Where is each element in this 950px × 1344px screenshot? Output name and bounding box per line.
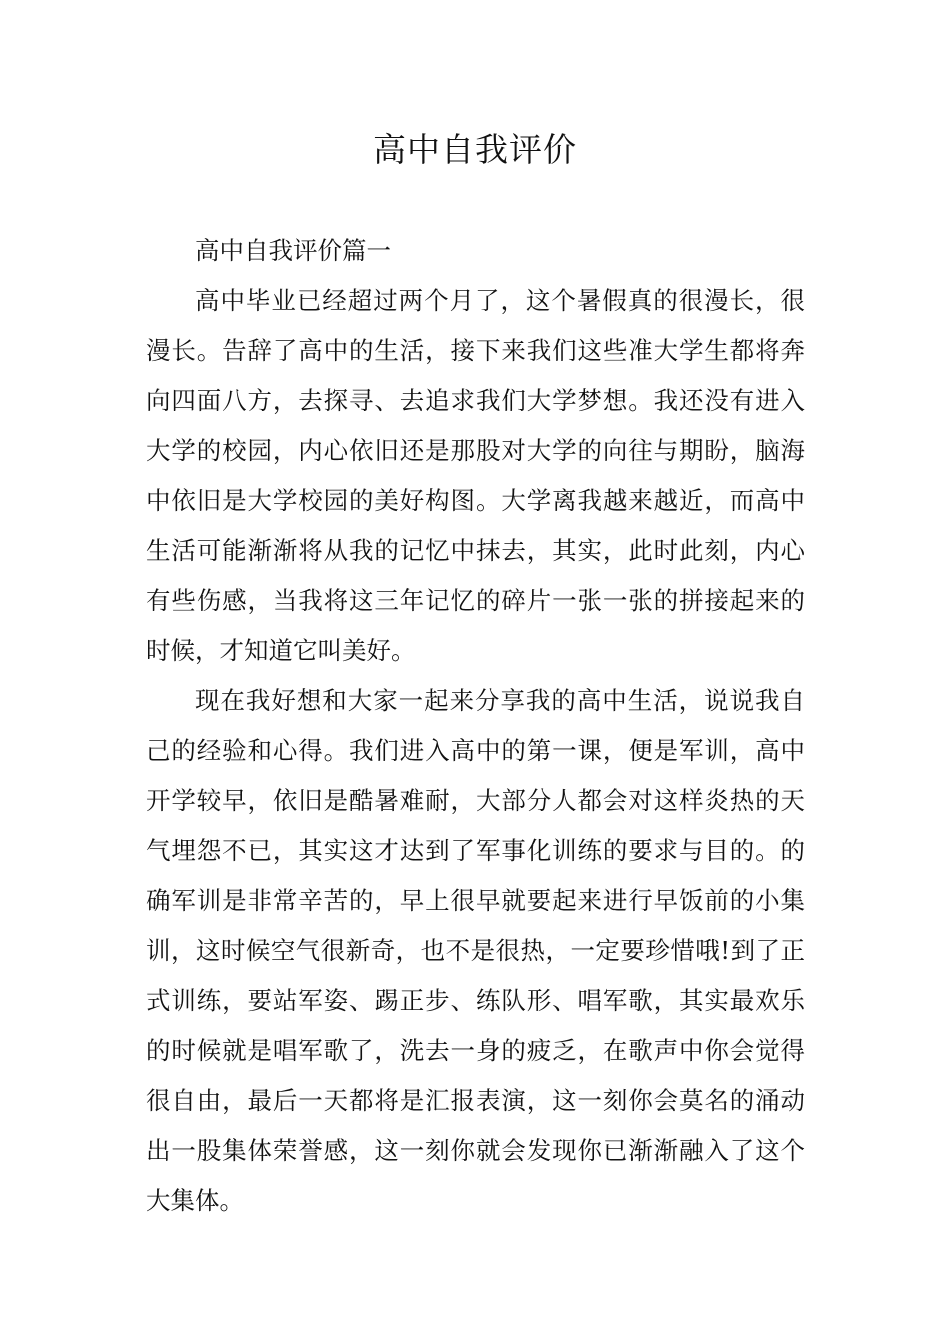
section-heading: 高中自我评价篇一 — [195, 236, 391, 265]
paragraph-1: 高中毕业已经超过两个月了，这个暑假真的很漫长，很漫长。告辞了高中的生活，接下来我们这些准大学生都将奔向四面八方，去探寻、去追求我们大学梦想。我还没有进入大学的校园，内心依旧还是那股对大学的向往与期盼，脑海中依旧是大学校园的美好构图。大学离我越来越近，而高中生活可能渐渐将从我的记忆中抹去，其实，此时此刻，内心有些伤感，当我将这三年记忆的碎片一张一张的拼接起来的时候，才知道它叫美好。 — [146, 286, 805, 665]
document-title: 高中自我评价 — [373, 130, 577, 169]
paragraph-2: 现在我好想和大家一起来分享我的高中生活，说说我自己的经验和心得。我们进入高中的第一课，便是军训，高中开学较早，依旧是酷暑难耐，大部分人都会对这样炎热的天气埋怨不已，其实这才达到了军事化训练的要求与目的。的确军训是非常辛苦的，早上很早就要起来进行早饭前的小集训，这时候空气很新奇，也不是很热，一定要珍惜哦!到了正式训练，要站军姿、踢正步、练队形、唱军歌，其实最欢乐的时候就是唱军歌了，洗去一身的疲乏，在歌声中你会觉得很自由，最后一天都将是汇报表演，这一刻你会莫名的涌动出一股集体荣誉感，这一刻你就会发现你已渐渐融入了这个大集体。 — [146, 686, 805, 1215]
document-body — [146, 226, 805, 1226]
